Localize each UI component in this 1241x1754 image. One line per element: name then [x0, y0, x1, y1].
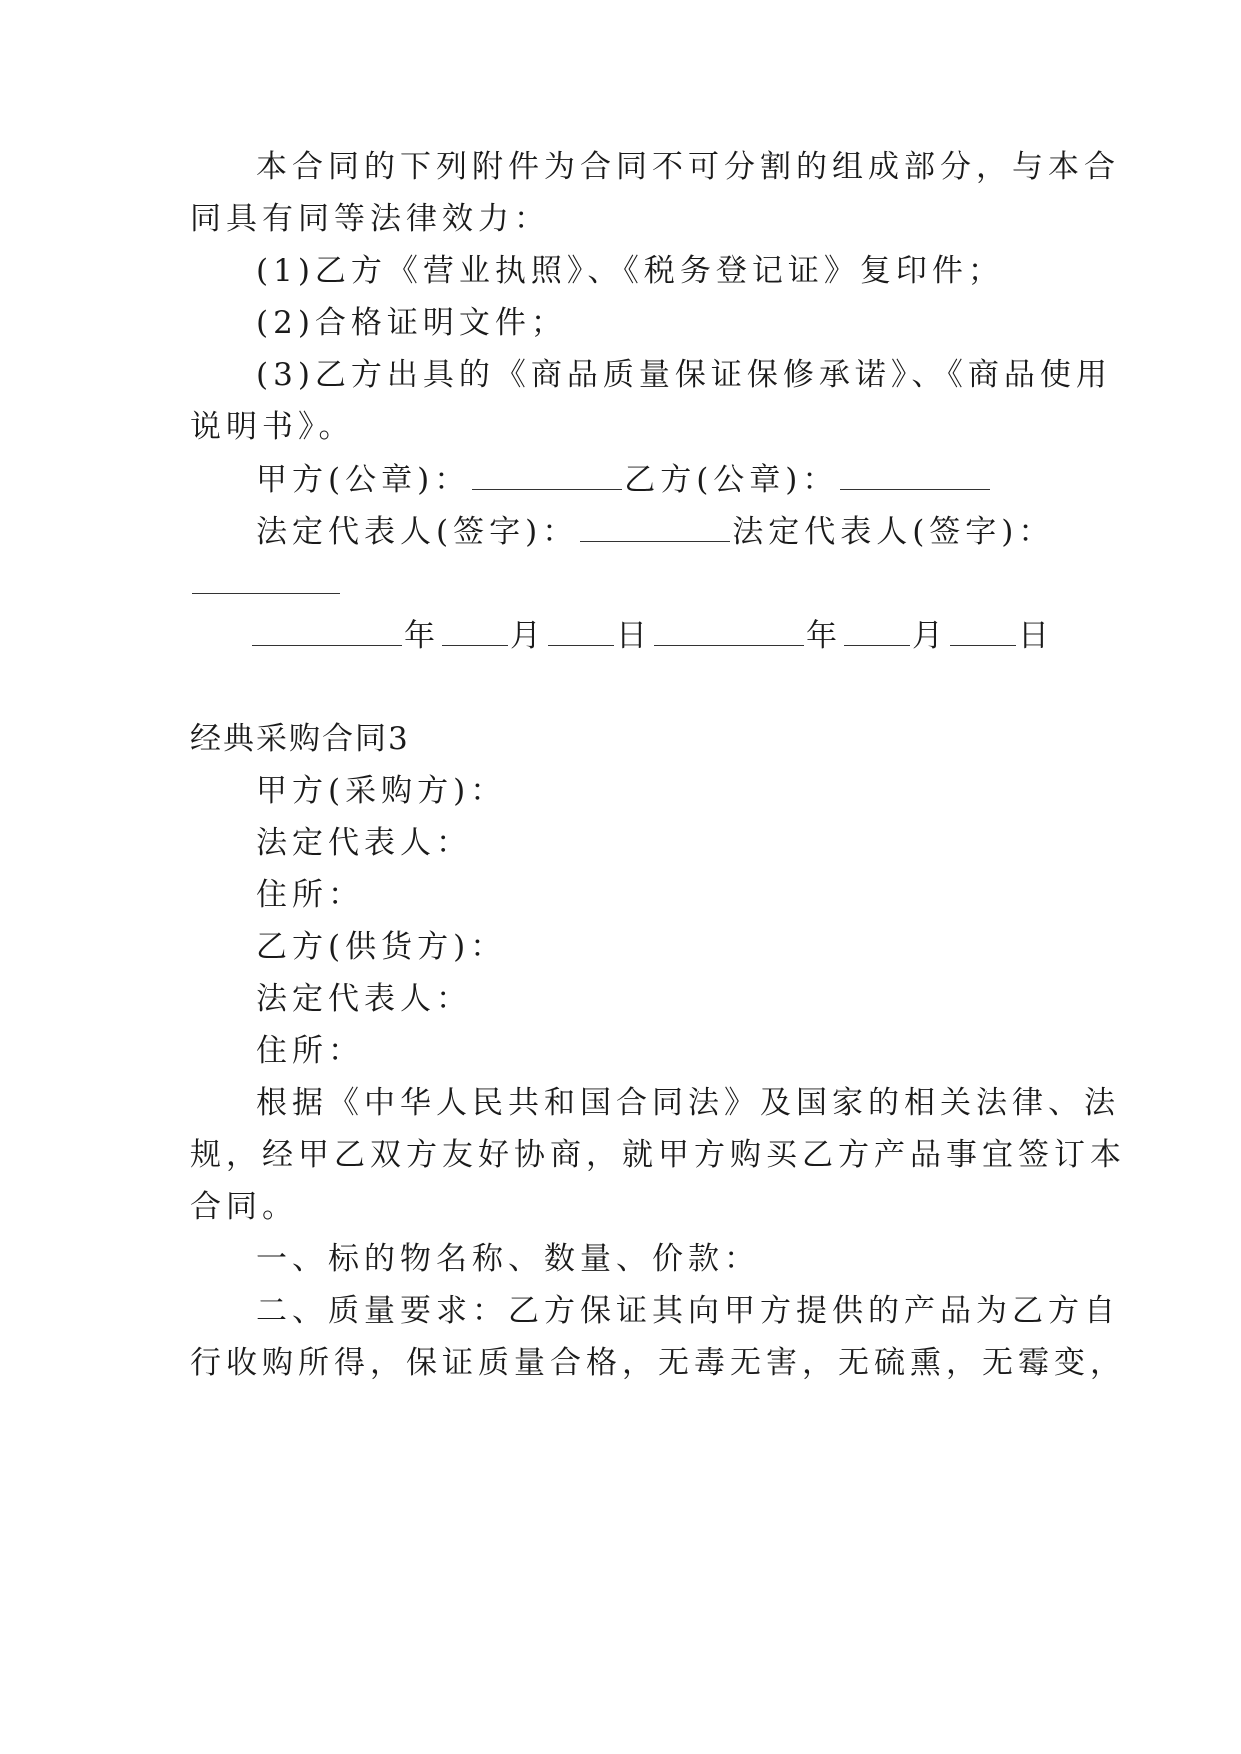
day-a-blank: [548, 615, 614, 646]
year-b-blank: [654, 615, 804, 646]
year-b-label: 年: [806, 618, 842, 654]
basis-line2: 规，经甲乙双方友好协商，就甲方购买乙方产品事宜签订本: [190, 1137, 1126, 1173]
month-b-label: 月: [912, 618, 948, 654]
day-a-label: 日: [616, 618, 652, 654]
party-b-seal-label: 乙方(公章)：: [624, 462, 839, 498]
year-a-blank: [252, 615, 402, 646]
day-b-label: 日: [1018, 618, 1054, 654]
party-a-label: 甲方(采购方)：: [256, 773, 507, 809]
rep-b-blank-line: [190, 563, 1060, 604]
date-line: [250, 615, 1120, 656]
year-a-label: 年: [404, 618, 440, 654]
contract-3-title: 经典采购合同3: [190, 721, 410, 757]
month-b-blank: [844, 615, 910, 646]
clause-1: 一、标的物名称、数量、价款：: [256, 1241, 760, 1277]
party-a-seal-label: 甲方(公章)：: [256, 462, 471, 498]
party-b-representative: 法定代表人：: [256, 981, 472, 1017]
basis-line1: 根据《中华人民共和国合同法》及国家的相关法律、法: [256, 1085, 1120, 1121]
party-b-seal-blank: [840, 459, 990, 490]
attachment-item-2: (2)合格证明文件；: [256, 305, 567, 341]
attachments-intro-line2: 同具有同等法律效力：: [190, 201, 550, 237]
rep-a-label: 法定代表人(签字)：: [256, 514, 579, 550]
clause-2-line1: 二、质量要求：乙方保证其向甲方提供的产品为乙方自: [256, 1293, 1120, 1329]
attachment-item-3-line1: (3)乙方出具的《商品质量保证保修承诺》、《商品使用: [256, 357, 1112, 393]
basis-line3: 合同。: [190, 1189, 298, 1225]
party-a-address: 住所：: [256, 877, 364, 913]
rep-b-label: 法定代表人(签字)：: [732, 514, 1055, 550]
attachment-item-1: (1)乙方《营业执照》、《税务登记证》复印件；: [256, 253, 1004, 289]
month-a-blank: [442, 615, 508, 646]
attachment-item-3-line2: 说明书》。: [190, 409, 355, 445]
representative-line: [256, 511, 1126, 552]
party-a-representative: 法定代表人：: [256, 825, 472, 861]
rep-a-blank: [580, 511, 730, 542]
day-b-blank: [950, 615, 1016, 646]
clause-2-line2: 行收购所得，保证质量合格，无毒无害，无硫熏，无霉变，: [190, 1345, 1126, 1381]
party-a-seal-blank: [472, 459, 622, 490]
attachments-intro-line1: 本合同的下列附件为合同不可分割的组成部分，与本合: [256, 149, 1120, 185]
month-a-label: 月: [510, 618, 546, 654]
party-b-label: 乙方(供货方)：: [256, 929, 507, 965]
seal-line: [256, 459, 1126, 500]
party-b-address: 住所：: [256, 1033, 364, 1069]
rep-b-blank: [192, 563, 340, 594]
